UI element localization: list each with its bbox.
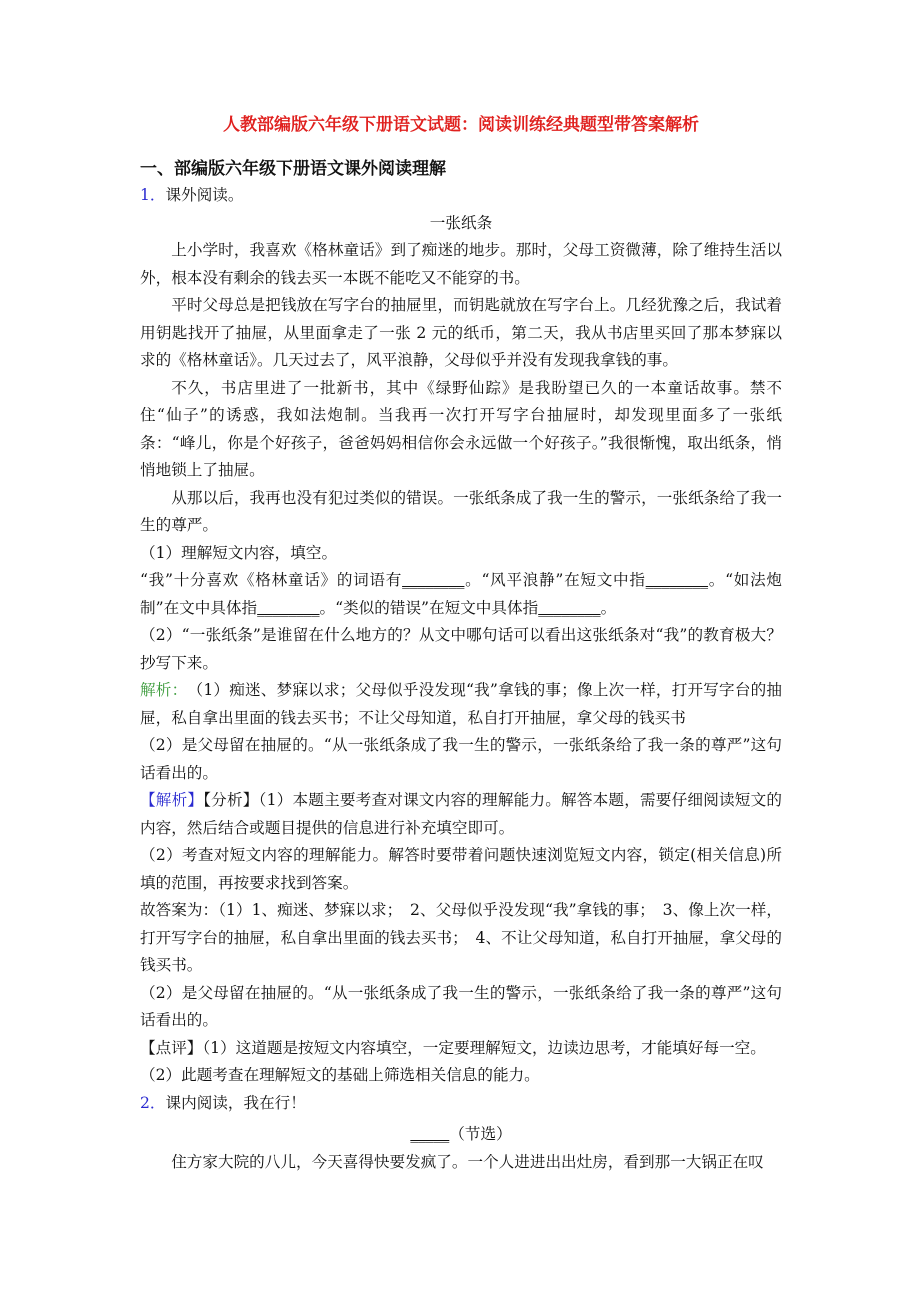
question-1-prompt — [140, 182, 782, 210]
explanation-2: （2）考查对短文内容的理解能力。解答时要带着问题快速浏览短文内容，锁定(相关信息)所填的范围，再按要求找到答案。 — [140, 846, 782, 892]
section-heading: 一、部编版六年级下册语文课外阅读理解 — [140, 159, 446, 179]
answer-blank: ________ — [402, 571, 465, 589]
comment-2: （2）此题考查在理解短文的基础上筛选相关信息的能力。 — [140, 1066, 540, 1084]
sub-question-1: （1）理解短文内容，填空。 — [140, 543, 338, 562]
question-number: 1． — [140, 186, 166, 204]
fill-text: 。“如法炮制”在文中具体指 — [140, 571, 782, 617]
explanation-text: 【分析】（1）本题主要考查对课文内容的理解能力。解答本题，需要仔细阅读短文的内容，然后结合或题目提供的信息进行补充填空即可。 — [140, 791, 782, 837]
answer-2: （2）是父母留在抽屉的。“从一张纸条成了我一生的警示，一张纸条给了我一条的尊严”这句话看出的。 — [140, 983, 782, 1029]
answer-blank: ________ — [257, 598, 320, 617]
question-text: 课外阅读。 — [165, 186, 244, 204]
answer-blank: ________ — [645, 571, 709, 589]
document-page — [140, 110, 782, 1176]
jiexi-label: 【解析】 — [140, 791, 204, 809]
passage-paragraph: 从那以后，我再也没有犯过类似的错误。一张纸条成了我一生的警示，一张纸条给了我一生的尊严。 — [140, 488, 782, 534]
analysis — [140, 677, 782, 732]
fill-in-blanks — [140, 567, 782, 622]
analysis-label: 解析： — [140, 681, 180, 699]
fill-text: 。 — [600, 598, 617, 617]
question-number: 2． — [140, 1093, 166, 1112]
explanation — [140, 787, 782, 842]
analysis-2: （2）是父母留在抽屉的。“从一张纸条成了我一生的警示，一张纸条给了我一条的尊严”这句话看出的。 — [140, 736, 782, 782]
fill-text: “我”十分喜欢《格林童话》的词语有 — [140, 571, 403, 589]
answer-1: 故答案为：（1）1、痴迷、梦寐以求； 2、父母似乎没发现“我”拿钱的事； 3、像上次一样，打开写字台的抽屉，私自拿出里面的钱去买书； 4、不让父母知道，私自打开抽屉，拿父母的钱买书。 — [140, 901, 782, 974]
title-suffix: （节选） — [449, 1125, 512, 1143]
sub-question-2: （2）“一张纸条”是谁留在什么地方的？从文中哪句话可以看出这张纸条对“我”的教育极大？抄写下来。 — [140, 626, 782, 672]
analysis-text: （1）痴迷、梦寐以求；父母似乎没发现“我”拿钱的事；像上次一样，打开写字台的抽屉，私自拿出里面的钱去买书；不让父母知道，私自打开抽屉，拿父母的钱买书 — [140, 681, 782, 727]
question-text: 课内阅读，我在行！ — [165, 1093, 306, 1112]
passage-paragraph: 上小学时，我喜欢《格林童话》到了痴迷的地步。那时，父母工资微薄，除了维持生活以外，根本没有剩余的钱去买一本既不能吃又不能穿的书。 — [140, 241, 782, 287]
passage-title-2 — [140, 1121, 782, 1149]
fill-text: 。“类似的错误”在短文中具体指 — [319, 598, 539, 617]
question-2-prompt — [140, 1090, 782, 1118]
passage-title: 一张纸条 — [429, 213, 493, 232]
fill-text: 。“风平浪静”在短文中指 — [464, 571, 646, 589]
answer-blank: ________ — [538, 598, 601, 617]
title-blank: _____ — [410, 1125, 450, 1143]
document-title: 人教部编版六年级下册语文试题：阅读训练经典题型带答案解析 — [223, 115, 699, 135]
comment-1: 【点评】（1）这道题是按短文内容填空，一定要理解短文，边读边思考，才能填好每一空。 — [140, 1038, 766, 1057]
passage-paragraph: 平时父母总是把钱放在写字台的抽屉里，而钥匙就放在写字台上。几经犹豫之后，我试着用钥匙找开了抽屉，从里面拿走了一张 2 元的纸币，第二天，我从书店里买回了那本梦寐以求的《格林童话》。几天过去了，风平浪静，父母似乎并没有发现我拿钱的事。 — [140, 296, 782, 369]
passage-paragraph: 住方家大院的八儿，今天喜得快要发疯了。一个人进进出出灶房，看到那一大锅正在叹 — [171, 1152, 764, 1171]
passage-paragraph: 不久，书店里进了一批新书，其中《绿野仙踪》是我盼望已久的一本童话故事。禁不住“仙子”的诱惑，我如法炮制。当我再一次打开写字台抽屉时，却发现里面多了一张纸条：“峰儿，你是个好孩子，爸爸妈妈相信你会永远做一个好孩子。”我很惭愧，取出纸条，悄悄地锁上了抽屉。 — [140, 378, 782, 479]
